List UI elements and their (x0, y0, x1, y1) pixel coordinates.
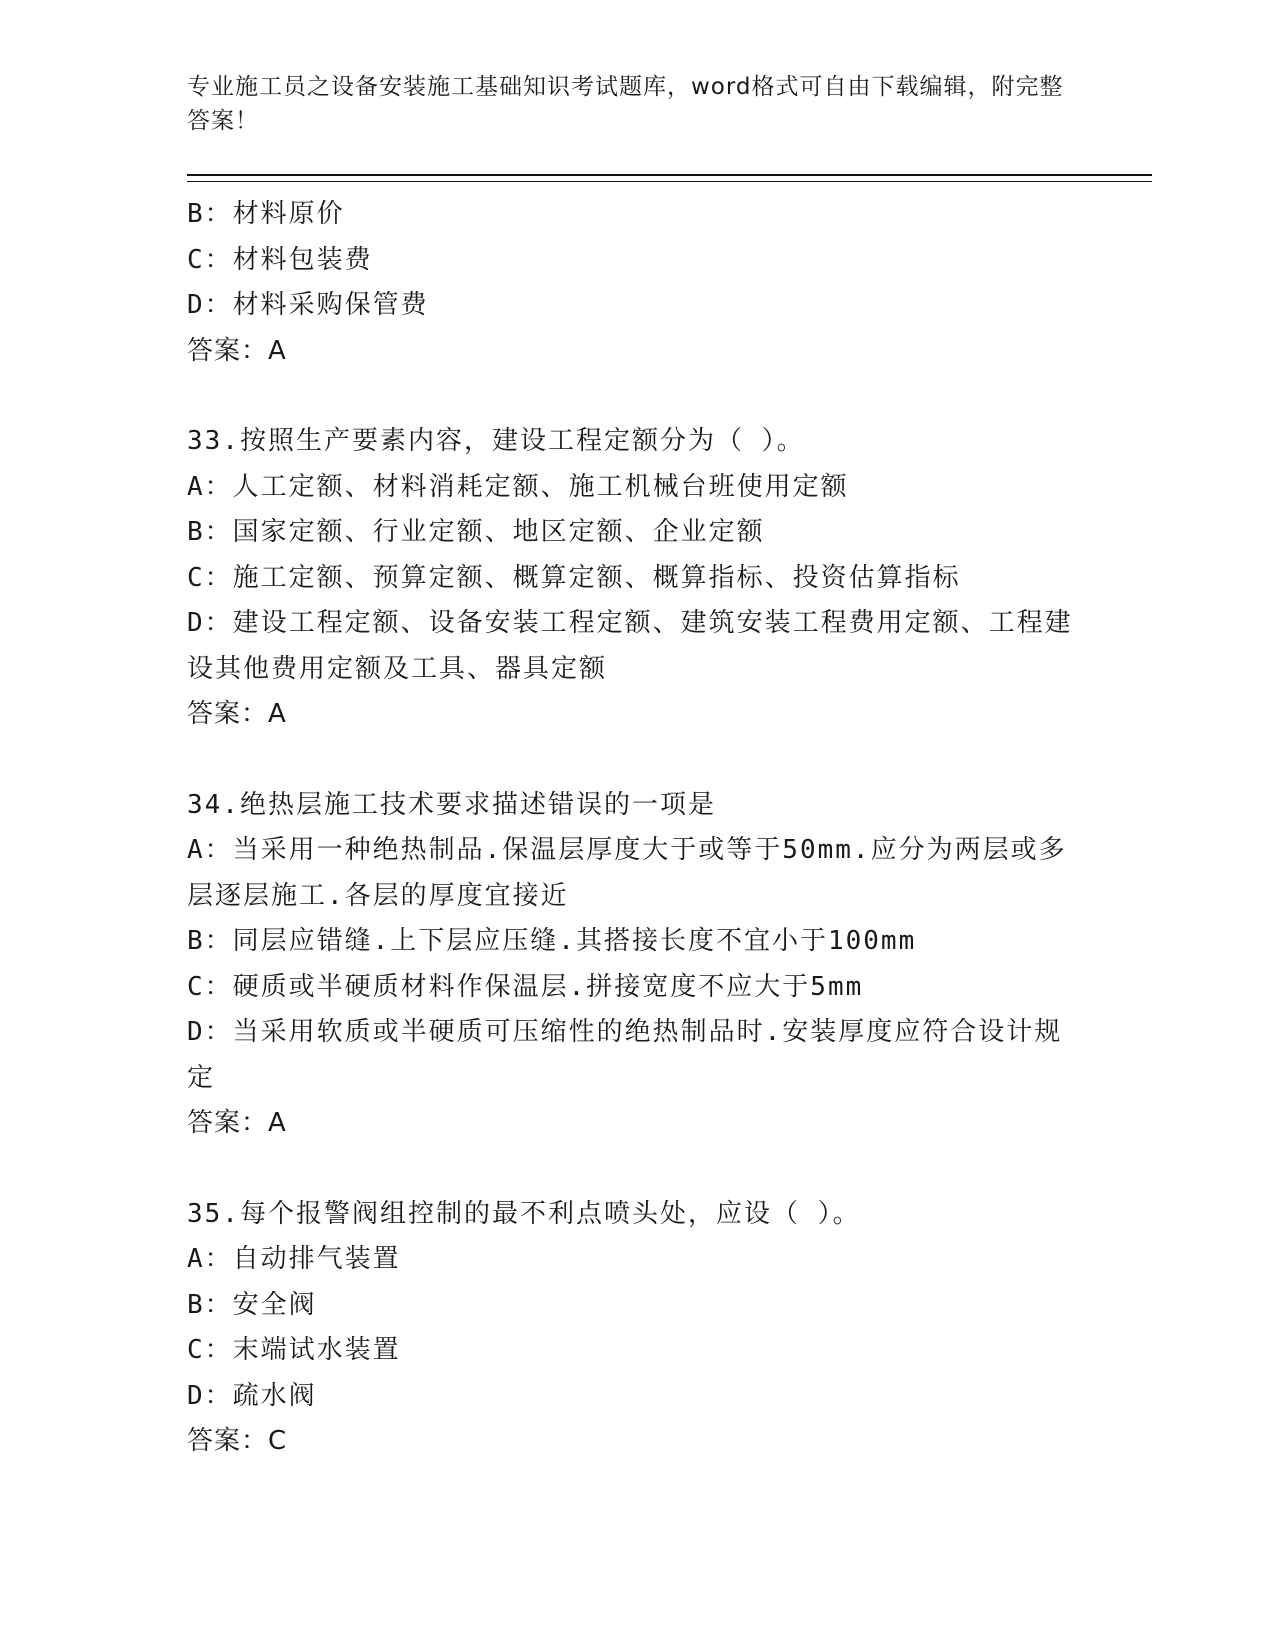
document-header: 专业施工员之设备安装施工基础知识考试题库，word格式可自由下载编辑，附完整答案！ (187, 74, 1064, 134)
q33-answer: 答案：A (187, 699, 287, 729)
q34-option-b: B：同层应错缝.上下层应压缝.其搭接长度不宜小于100mm (187, 926, 917, 956)
q34-stem: 34.绝热层施工技术要求描述错误的一项是 (187, 789, 716, 820)
q34-option-a: A：当采用一种绝热制品.保温层厚度大于或等于50mm.应分为两层或多层逐层施工.各层的厚度宜接近 (187, 835, 1067, 911)
prev-option-d: D：材料采购保管费 (187, 290, 429, 320)
q33-stem: 33.按照生产要素内容，建设工程定额分为（ ）。 (187, 426, 805, 456)
q35-option-d: D：疏水阀 (187, 1380, 317, 1411)
spacer (187, 374, 1152, 419)
q33-option-a: A：人工定额、材料消耗定额、施工机械台班使用定额 (187, 471, 849, 502)
document-page (187, 70, 1152, 1465)
question-list (187, 192, 1152, 1465)
q35-option-a: A：自动排气装置 (187, 1244, 401, 1274)
prev-answer: 答案：A (187, 335, 287, 366)
q35-answer: 答案：C (187, 1426, 288, 1456)
q34-option-c: C：硬质或半硬质材料作保温层.拼接宽度不应大于5mm (187, 971, 864, 1002)
q34-option-d: D：当采用软质或半硬质可压缩性的绝热制品时.安装厚度应符合设计规定 (187, 1017, 1063, 1093)
prev-option-c: C：材料包装费 (187, 244, 373, 275)
spacer (187, 738, 1152, 783)
prev-option-b: B：材料原价 (187, 199, 345, 229)
q33-option-d: D：建设工程定额、设备安装工程定额、建筑安装工程费用定额、工程建设其他费用定额及工具、器具定额 (187, 608, 1073, 684)
q35-option-c: C：末端试水装置 (187, 1335, 401, 1365)
q35-option-b: B：安全阀 (187, 1289, 317, 1320)
q33-option-b: B：国家定额、行业定额、地区定额、企业定额 (187, 517, 765, 547)
q34-answer: 答案：A (187, 1108, 287, 1138)
header-divider (187, 174, 1152, 182)
q35-stem: 35.每个报警阀组控制的最不利点喷头处，应设（ ）。 (187, 1198, 861, 1229)
spacer (187, 1147, 1152, 1192)
q33-option-c: C：施工定额、预算定额、概算定额、概算指标、投资估算指标 (187, 562, 961, 593)
